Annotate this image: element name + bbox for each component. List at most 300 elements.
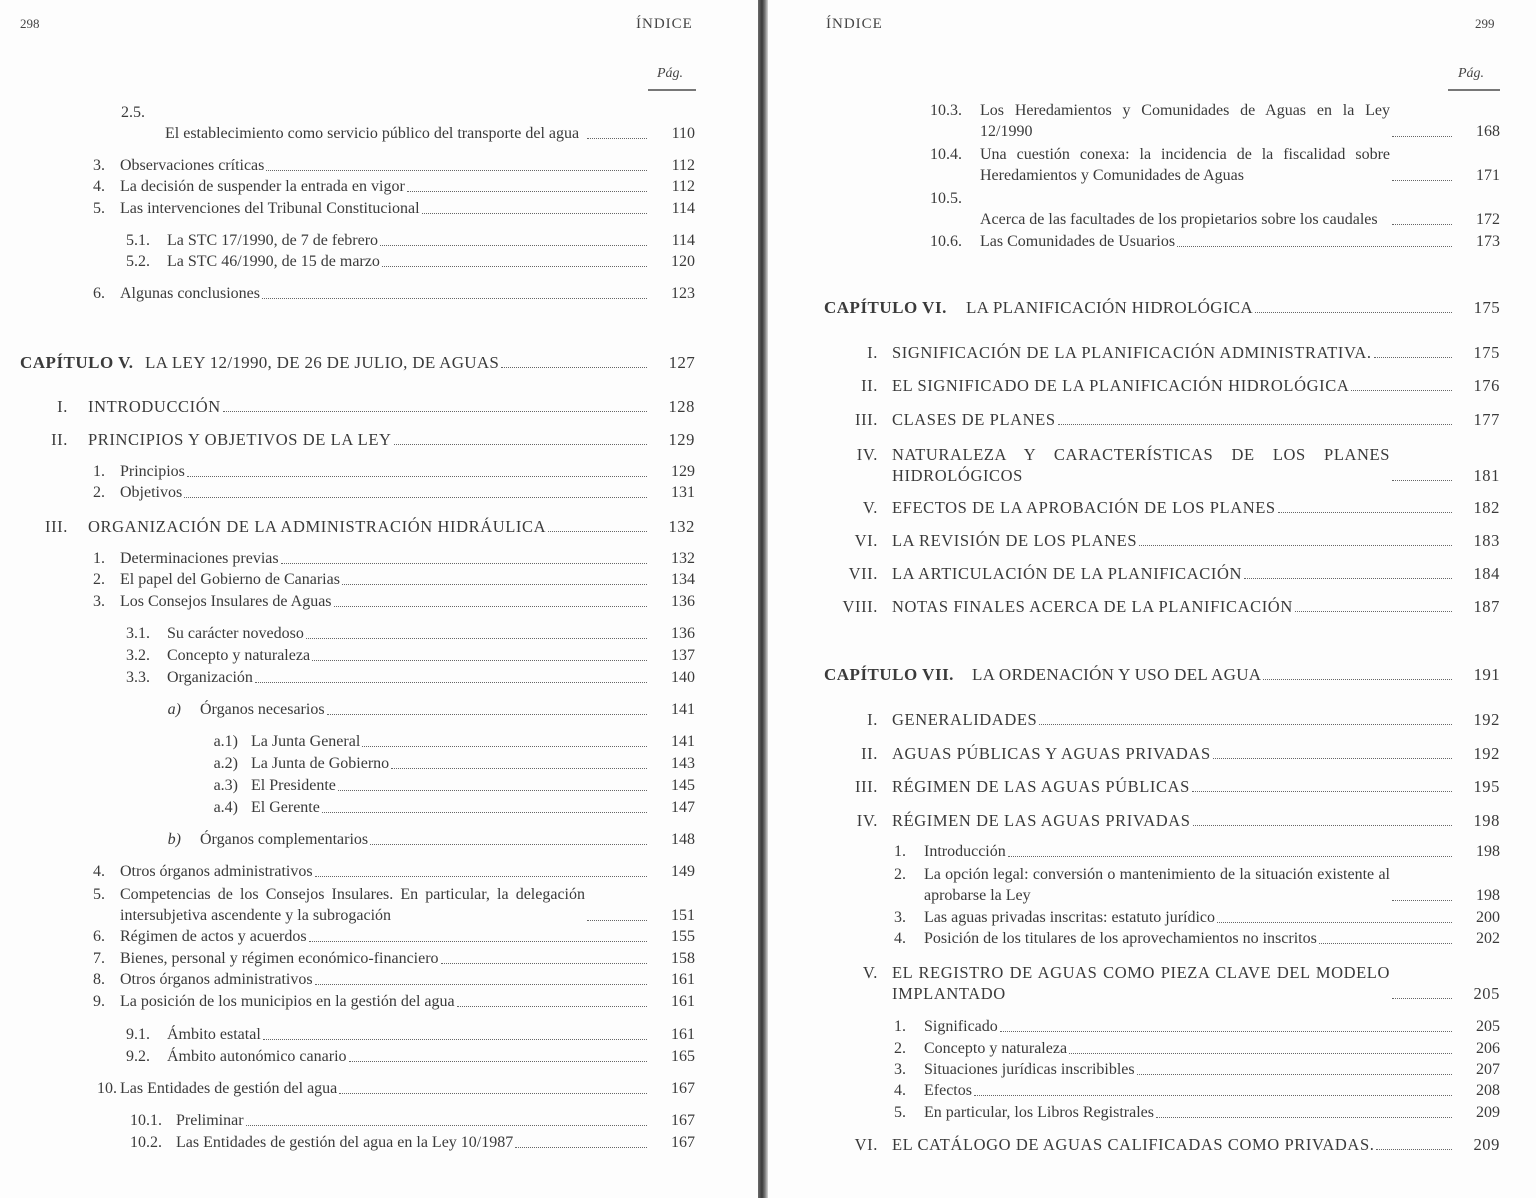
toc-entry-number: 3.1. [126,625,150,642]
toc-entry-number: 10.5. [930,190,962,207]
toc-entry-body [88,396,649,417]
toc-leader-dots [1069,1053,1452,1054]
toc-entry-body [892,709,1454,730]
toc-leader-dots [382,266,647,267]
toc-entry-body [892,444,1454,486]
toc-entry-title: Régimen de actos y acuerdos [120,928,307,945]
toc-entry-number: 3. [894,1061,906,1078]
toc-entry-body [251,753,649,774]
toc-leader-dots [1392,900,1452,901]
toc-entry-number: VI. [854,1135,878,1154]
toc-leader-dots [1217,922,1452,923]
toc-entry-body [924,1102,1454,1123]
toc-leader-dots [255,682,647,683]
toc-leader-dots [394,444,647,445]
toc-page-number: 202 [1476,930,1500,947]
toc-entry-body [980,209,1454,230]
toc-entry [894,928,1500,949]
toc-page-number: 114 [671,200,695,217]
toc-entry [930,144,1500,186]
toc-entry [93,176,695,197]
toc-page-number: 137 [671,647,695,664]
toc-entry [930,188,1500,230]
toc-leader-dots [1137,1074,1452,1075]
toc-page-number: 192 [1473,744,1500,763]
toc-entry-body [892,1134,1454,1155]
toc-entry-body [120,461,649,482]
toc-page-number: 209 [1476,1104,1500,1121]
toc-entry-number: 3. [894,909,906,926]
toc-entry [848,563,1500,584]
toc-entry-number: a.1) [213,733,238,750]
toc-entry-body [924,864,1454,906]
toc-entry-title: Órganos complementarios [200,831,369,848]
toc-entry [867,342,1500,363]
toc-page-number: 177 [1473,410,1500,429]
toc-entry-body [200,699,649,720]
toc-entry-body [924,1016,1454,1037]
toc-entry-title: La posición de los municipios en la gestión del agua [120,993,455,1010]
toc-entry-body [924,1059,1454,1080]
toc-entry-number: 3.3. [126,669,150,686]
toc-page-number: 198 [1476,887,1500,904]
toc-entry-body [892,342,1454,363]
toc-entry-body [892,530,1454,551]
toc-leader-dots [1058,424,1452,425]
toc-entry-body [892,375,1454,396]
toc-page-number: 168 [1476,123,1500,140]
toc-page-number: 165 [671,1048,695,1065]
toc-entry [93,548,695,569]
toc-leader-dots [1392,998,1452,999]
toc-page-number: 120 [671,253,695,270]
toc-entry [861,375,1500,396]
toc-leader-dots [391,768,647,769]
toc-entry-body [120,861,649,882]
toc-page-number: 208 [1476,1082,1500,1099]
toc-leader-dots [1255,312,1452,313]
toc-entry-body [120,482,649,503]
toc-entry-number: 10.3. [930,102,962,119]
toc-page-number: 151 [671,907,695,924]
toc-entry [93,461,695,482]
toc-leader-dots [334,606,647,607]
toc-page-number: 129 [671,463,695,480]
toc-entry-title: LA LEY 12/1990, DE 26 DE JULIO, DE AGUAS [145,353,500,372]
toc-entry [126,1046,695,1067]
toc-entry [126,667,695,688]
toc-page-number: 183 [1473,531,1500,550]
toc-entry-title: Bienes, personal y régimen económico-financiero [120,950,439,967]
toc-entry-title: NATURALEZA Y CARACTERÍSTICAS DE LOS PLANES HIDROLÓGICOS [892,445,1390,485]
toc-leader-dots [281,563,647,564]
toc-entry-number: II. [861,376,878,395]
toc-entry-title: Las Entidades de gestión del agua en la Ley 10/1987 [176,1134,514,1151]
toc-entry-body [924,907,1454,928]
toc-leader-dots [349,1061,647,1062]
toc-page-number: 143 [671,755,695,772]
toc-entry-body [165,123,649,144]
toc-entry-title: Los Heredamientos y Comunidades de Aguas en la Ley 12/1990 [980,102,1390,140]
toc-entry-title: Acerca de las facultades de los propietarios sobre los caudales [980,211,1378,228]
toc-entry-number: 9. [93,993,105,1010]
toc-entry-number: 1. [93,463,105,480]
toc-page-number: 205 [1476,1018,1500,1035]
toc-entry [51,429,695,450]
toc-entry-title: SIGNIFICACIÓN DE LA PLANIFICACIÓN ADMINISTRATIVA. [892,343,1372,362]
toc-entry-number: 3.2. [126,647,150,664]
toc-leader-dots [1374,357,1452,358]
toc-page-number: 172 [1476,211,1500,228]
toc-leader-dots [441,963,647,964]
toc-entry-title: AGUAS PÚBLICAS Y AGUAS PRIVADAS [892,744,1211,763]
toc-leader-dots [1295,611,1452,612]
toc-entry-body [88,429,649,450]
toc-entry-title: Posición de los titulares de los aprovechamientos no inscritos [924,930,1317,947]
toc-entry [894,907,1500,928]
toc-entry-number: CAPÍTULO VI. [824,298,947,317]
toc-page-number: 175 [1473,343,1500,362]
toc-entry [44,516,695,537]
toc-page-number: 187 [1473,597,1500,616]
toc-entry-body [167,645,649,666]
toc-entry-title: Efectos [924,1082,972,1099]
toc-page-number: 198 [1476,843,1500,860]
toc-entry-title: El establecimiento como servicio público del transporte del agua [165,125,580,142]
toc-entry-number: II. [861,744,878,763]
toc-entry-title: La STC 46/1990, de 15 de marzo [167,253,380,270]
toc-page-number: 132 [668,517,695,536]
toc-leader-dots [1263,679,1452,680]
toc-entry-title: CLASES DE PLANES [892,410,1056,429]
toc-page-number: 171 [1476,167,1500,184]
toc-entry-number: 2. [93,484,105,501]
toc-leader-dots [1000,1031,1452,1032]
toc-entry-body [892,563,1454,584]
toc-entry-title: La Junta de Gobierno [251,755,390,772]
toc-entry-title: Una cuestión conexa: la incidencia de la fiscalidad sobre Heredamientos y Comunidades de Aguas [980,146,1390,184]
toc-page-number: 127 [668,353,695,372]
toc-entry [93,198,695,219]
toc-entry-title: Las Comunidades de Usuarios [980,233,1176,250]
toc-entry-number: 5. [93,886,105,903]
toc-page-number: 112 [671,178,695,195]
toc-page-number: 128 [668,397,695,416]
toc-entry-title: Observaciones críticas [120,157,265,174]
toc-entry-body [892,810,1454,831]
toc-page-number: 191 [1473,665,1500,684]
toc-page-number: 141 [671,701,695,718]
toc-page-number: 175 [1473,298,1500,317]
toc-entry-title: INTRODUCCIÓN [88,397,221,416]
toc-leader-dots [1351,390,1452,391]
toc-entry [213,797,695,818]
toc-entry-body [167,1046,649,1067]
toc-leader-dots [422,213,647,214]
toc-entry-title: El Presidente [251,777,336,794]
toc-entry [20,352,695,373]
toc-leader-dots [312,660,647,661]
toc-entry-number: CAPÍTULO V. [20,353,134,372]
toc-entry [894,1059,1500,1080]
toc-entry-body [120,283,649,304]
toc-entry-title: EL CATÁLOGO DE AGUAS CALIFICADAS COMO PRIVADAS. [892,1135,1375,1154]
toc-entry-number: V. [862,498,878,517]
toc-leader-dots [515,1147,647,1148]
toc-entry-body [892,497,1454,518]
toc-entry [121,102,695,144]
toc-entry-title: Las intervenciones del Tribunal Constitucional [120,200,420,217]
toc-entry [894,841,1500,862]
toc-entry-number: 2. [894,866,906,883]
toc-entry-body [972,664,1454,685]
toc-entry [126,230,695,251]
toc-leader-dots [327,714,647,715]
toc-leader-dots [339,1093,647,1094]
toc-list [0,0,760,1198]
toc-entry-body [924,841,1454,862]
toc-entry [856,444,1500,486]
toc-entry-body [251,731,649,752]
toc-leader-dots [362,746,647,747]
toc-entry [894,1038,1500,1059]
toc-entry-title: Ámbito autonómico canario [167,1048,347,1065]
toc-leader-dots [315,876,647,877]
toc-leader-dots [1156,1117,1452,1118]
toc-page-number: 110 [671,125,695,142]
toc-leader-dots [184,497,647,498]
toc-entry [93,861,695,882]
toc-page-number: 198 [1473,811,1500,830]
toc-entry-body [167,251,649,272]
toc-entry-number: 4. [93,863,105,880]
toc-entry-title: GENERALIDADES [892,710,1038,729]
toc-entry [894,1080,1500,1101]
toc-entry-number: 9.1. [126,1026,150,1043]
toc-entry-body [120,969,649,990]
toc-leader-dots [187,476,647,477]
toc-entry-number: a.2) [213,755,238,772]
toc-entry-title: Algunas conclusiones [120,285,260,302]
toc-entry [126,251,695,272]
toc-entry-body [966,297,1454,318]
toc-page-number: 192 [1473,710,1500,729]
toc-entry-title: RÉGIMEN DE LAS AGUAS PRIVADAS [892,811,1191,830]
toc-entry-body [120,1078,649,1099]
toc-entry [93,482,695,503]
toc-entry-title: La decisión de suspender la entrada en vigor [120,178,405,195]
toc-entry [856,810,1500,831]
toc-entry-title: Significado [924,1018,998,1035]
toc-leader-dots [1392,224,1452,225]
toc-entry-body [924,1080,1454,1101]
toc-entry-title: La STC 17/1990, de 7 de febrero [167,232,379,249]
toc-entry-number: 2. [93,571,105,588]
toc-entry-number: 4. [894,1082,906,1099]
toc-entry-title: Organización [167,669,253,686]
page-column-label: Pág. [1458,66,1485,81]
toc-entry [894,1016,1500,1037]
toc-entry-number: 10.4. [930,146,962,163]
toc-entry [93,948,695,969]
toc-entry-body [120,569,649,590]
toc-entry-body [145,352,649,373]
toc-entry-number: 5. [894,1104,906,1121]
toc-entry-title: Las Entidades de gestión del agua [120,1080,338,1097]
toc-leader-dots [1139,545,1452,546]
toc-entry-title: Competencias de los Consejos Insulares. En particular, la delegación intersubjetiva ascendente y la subrogación [120,886,585,924]
toc-entry-number: 7. [93,950,105,967]
toc-page-number: 134 [671,571,695,588]
toc-entry-number: 2.5. [121,104,145,121]
toc-entry-number: 6. [93,928,105,945]
toc-entry [167,829,695,850]
toc-page-number: 167 [671,1134,695,1151]
toc-leader-dots [587,138,647,139]
toc-leader-dots [342,584,647,585]
toc-entry-number: 6. [93,285,105,302]
toc-leader-dots [315,984,647,985]
toc-entry-title: Otros órganos administrativos [120,863,313,880]
toc-page-number: 147 [671,799,695,816]
toc-entry [57,396,695,417]
toc-page-number: 123 [671,285,695,302]
toc-entry [867,709,1500,730]
toc-entry-title: Objetivos [120,484,183,501]
left-page [0,0,760,1198]
toc-leader-dots [457,1006,647,1007]
toc-entry-number: 5. [93,200,105,217]
toc-entry-title: En particular, los Libros Registrales [924,1104,1154,1121]
toc-entry [93,969,695,990]
toc-entry-body [251,797,649,818]
toc-entry-body [892,962,1454,1004]
toc-list [768,0,1536,1198]
toc-entry-number: 2. [894,1040,906,1057]
toc-entry-title: EL SIGNIFICADO DE LA PLANIFICACIÓN HIDROLÓGICA [892,376,1350,395]
toc-entry-body [120,884,649,926]
toc-page-number: 149 [671,863,695,880]
toc-entry-number: II. [51,430,68,449]
toc-entry-title: LA REVISIÓN DE LOS PLANES [892,531,1138,550]
toc-page-number: 184 [1473,564,1500,583]
toc-entry-number: 1. [93,550,105,567]
toc-entry-title: RÉGIMEN DE LAS AGUAS PÚBLICAS [892,777,1190,796]
toc-entry-body [120,198,649,219]
toc-entry-number: III. [854,410,878,429]
toc-page-number: 176 [1473,376,1500,395]
toc-entry-body [892,596,1454,617]
toc-entry-title: LA ORDENACIÓN Y USO DEL AGUA [972,665,1262,684]
toc-leader-dots [1039,724,1452,725]
toc-leader-dots [501,367,647,368]
toc-entry [894,1102,1500,1123]
toc-entry-number: IV. [856,811,878,830]
toc-leader-dots [1008,856,1452,857]
toc-entry-title: Órganos necesarios [200,701,325,718]
toc-leader-dots [1278,512,1452,513]
toc-leader-dots [246,1125,647,1126]
toc-entry-title: Las aguas privadas inscritas: estatuto jurídico [924,909,1216,926]
toc-page-number: 200 [1476,909,1500,926]
toc-entry-number: VI. [854,531,878,550]
toc-entry [854,530,1500,551]
toc-leader-dots [262,298,647,299]
toc-entry-body [120,155,649,176]
toc-entry-title: Principios [120,463,185,480]
toc-leader-dots [1192,791,1452,792]
toc-entry-title: Su carácter novedoso [167,625,304,642]
toc-page-number: 207 [1476,1061,1500,1078]
toc-entry-body [892,409,1454,430]
toc-entry-title: NOTAS FINALES ACERCA DE LA PLANIFICACIÓN [892,597,1293,616]
toc-entry-body [892,776,1454,797]
toc-entry [97,1078,695,1099]
toc-entry-number: 10.2. [130,1134,162,1151]
toc-entry-body [251,775,649,796]
toc-entry-number: IV. [856,445,878,464]
toc-entry [854,1134,1500,1155]
toc-entry-title: EL REGISTRO DE AGUAS COMO PIEZA CLAVE DEL MODELO IMPLANTADO [892,963,1390,1003]
toc-entry-number: a.3) [213,777,238,794]
toc-page-number: 158 [671,950,695,967]
toc-entry-body [176,1110,649,1131]
toc-entry [93,569,695,590]
toc-entry [93,283,695,304]
toc-leader-dots [322,812,647,813]
toc-entry-body [120,176,649,197]
toc-entry [130,1132,695,1153]
toc-entry-number: a) [167,701,181,718]
toc-leader-dots [338,790,647,791]
toc-leader-dots [223,411,647,412]
toc-leader-dots [370,844,647,845]
toc-leader-dots [306,638,647,639]
toc-entry-title: LA ARTICULACIÓN DE LA PLANIFICACIÓN [892,564,1243,583]
toc-leader-dots [974,1095,1452,1096]
toc-entry-body [980,231,1454,252]
toc-entry-body [167,230,649,251]
toc-leader-dots [407,191,647,192]
toc-page-number: 161 [671,971,695,988]
toc-entry [862,497,1500,518]
toc-entry-title: Ámbito estatal [167,1026,261,1043]
toc-leader-dots [1392,136,1452,137]
toc-entry-body [924,1038,1454,1059]
toc-entry [213,775,695,796]
toc-entry-number: 5.2. [126,253,150,270]
toc-page-number: 182 [1473,498,1500,517]
toc-entry [862,962,1500,1004]
page-number: 298 [20,16,40,31]
toc-page-number: 141 [671,733,695,750]
toc-entry-body [980,100,1454,142]
toc-entry [930,231,1500,252]
page-column-label: Pág. [657,66,684,81]
toc-entry [824,664,1500,685]
toc-leader-dots [587,920,647,921]
toc-entry-number: VII. [848,564,878,583]
toc-entry-title: Los Consejos Insulares de Aguas [120,593,332,610]
right-page [768,0,1536,1198]
toc-entry-number: 3. [93,593,105,610]
toc-leader-dots [1319,943,1452,944]
toc-page-number: 136 [671,593,695,610]
toc-entry [842,596,1500,617]
toc-page-number: 167 [671,1112,695,1129]
toc-page-number: 206 [1476,1040,1500,1057]
toc-entry-number: 1. [894,843,906,860]
